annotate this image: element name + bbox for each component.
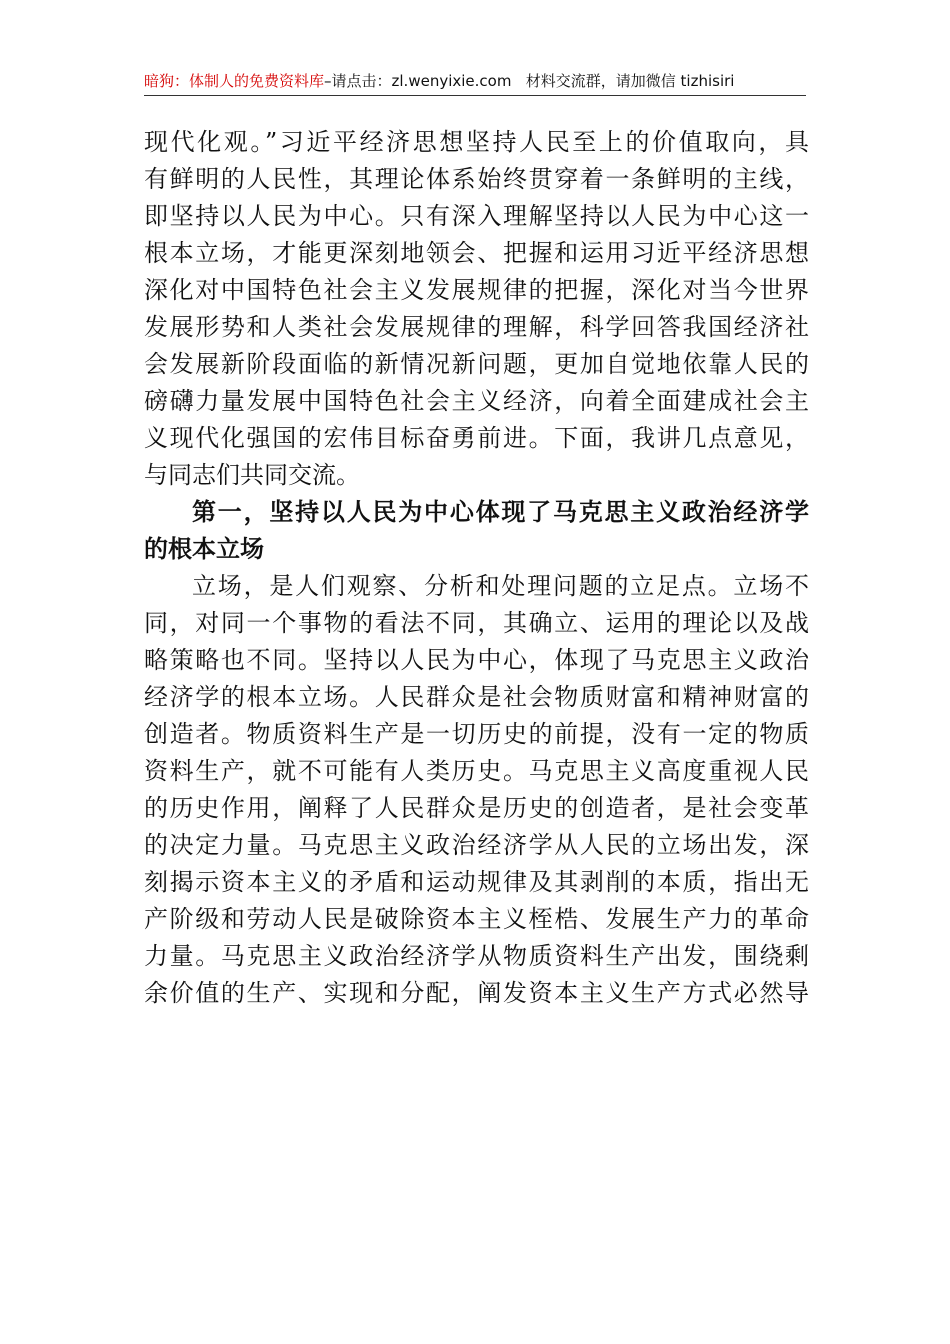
section-heading-line-2: 的根本立场 [144, 535, 264, 563]
paragraph-1-line-6: 发展形势和人类社会发展规律的理解，科学回答我国经济社 [144, 313, 809, 341]
header-contact: 材料交流群，请加微信 tizhisiri [525, 72, 735, 90]
paragraph-2-line-8: 的决定力量。马克思主义政治经济学从人民的立场出发，深 [144, 831, 809, 859]
paragraph-2-line-4: 经济学的根本立场。人民群众是社会物质财富和精神财富的 [144, 683, 809, 711]
paragraph-1-line-10: 与同志们共同交流。 [144, 461, 360, 489]
header-divider [144, 95, 806, 96]
paragraph-1-line-8: 磅礴力量发展中国特色社会主义经济，向着全面建成社会主 [144, 387, 809, 415]
paragraph-2-line-2: 同，对同一个事物的看法不同，其确立、运用的理论以及战 [144, 609, 809, 637]
paragraph-2-line-5: 创造者。物质资料生产是一切历史的前提，没有一定的物质 [144, 720, 809, 748]
paragraph-1-line-1: 现代化观。”习近平经济思想坚持人民至上的价值取向，具 [144, 128, 809, 156]
page-header [144, 70, 806, 96]
paragraph-2-line-9: 刻揭示资本主义的矛盾和运动规律及其剥削的本质，指出无 [144, 868, 809, 896]
paragraph-2-line-7: 的历史作用，阐释了人民群众是历史的创造者，是社会变革 [144, 794, 809, 822]
paragraph-1-line-7: 会发展新阶段面临的新情况新问题，更加自觉地依靠人民的 [144, 350, 809, 378]
paragraph-2-line-6: 资料生产，就不可能有人类历史。马克思主义高度重视人民 [144, 757, 809, 785]
paragraph-2-line-1: 立场，是人们观察、分析和处理问题的立足点。立场不 [192, 572, 809, 600]
paragraph-1-line-2: 有鲜明的人民性，其理论体系始终贯穿着一条鲜明的主线， [144, 165, 809, 193]
document-body [144, 124, 809, 1012]
paragraph-1-line-5: 深化对中国特色社会主义发展规律的把握，深化对当今世界 [144, 276, 809, 304]
paragraph-1-line-9: 义现代化强国的宏伟目标奋勇前进。下面，我讲几点意见， [144, 424, 809, 452]
header-click-prompt[interactable]: –请点击：zl.wenyixie.com [324, 72, 512, 90]
section-heading-line-1: 第一，坚持以人民为中心体现了马克思主义政治经济学 [192, 498, 809, 526]
header-brand[interactable]: 暗狗：体制人的免费资料库 [144, 72, 325, 90]
paragraph-1-line-4: 根本立场，才能更深刻地领会、把握和运用习近平经济思想 [144, 239, 809, 267]
paragraph-2-line-12: 余价值的生产、实现和分配，阐发资本主义生产方式必然导 [144, 979, 809, 1007]
paragraph-1-line-3: 即坚持以人民为中心。只有深入理解坚持以人民为中心这一 [144, 202, 809, 230]
paragraph-2-line-10: 产阶级和劳动人民是破除资本主义桎梏、发展生产力的革命 [144, 905, 809, 933]
paragraph-2-line-3: 略策略也不同。坚持以人民为中心，体现了马克思主义政治 [144, 646, 809, 674]
paragraph-2-line-11: 力量。马克思主义政治经济学从物质资料生产出发，围绕剩 [144, 942, 809, 970]
